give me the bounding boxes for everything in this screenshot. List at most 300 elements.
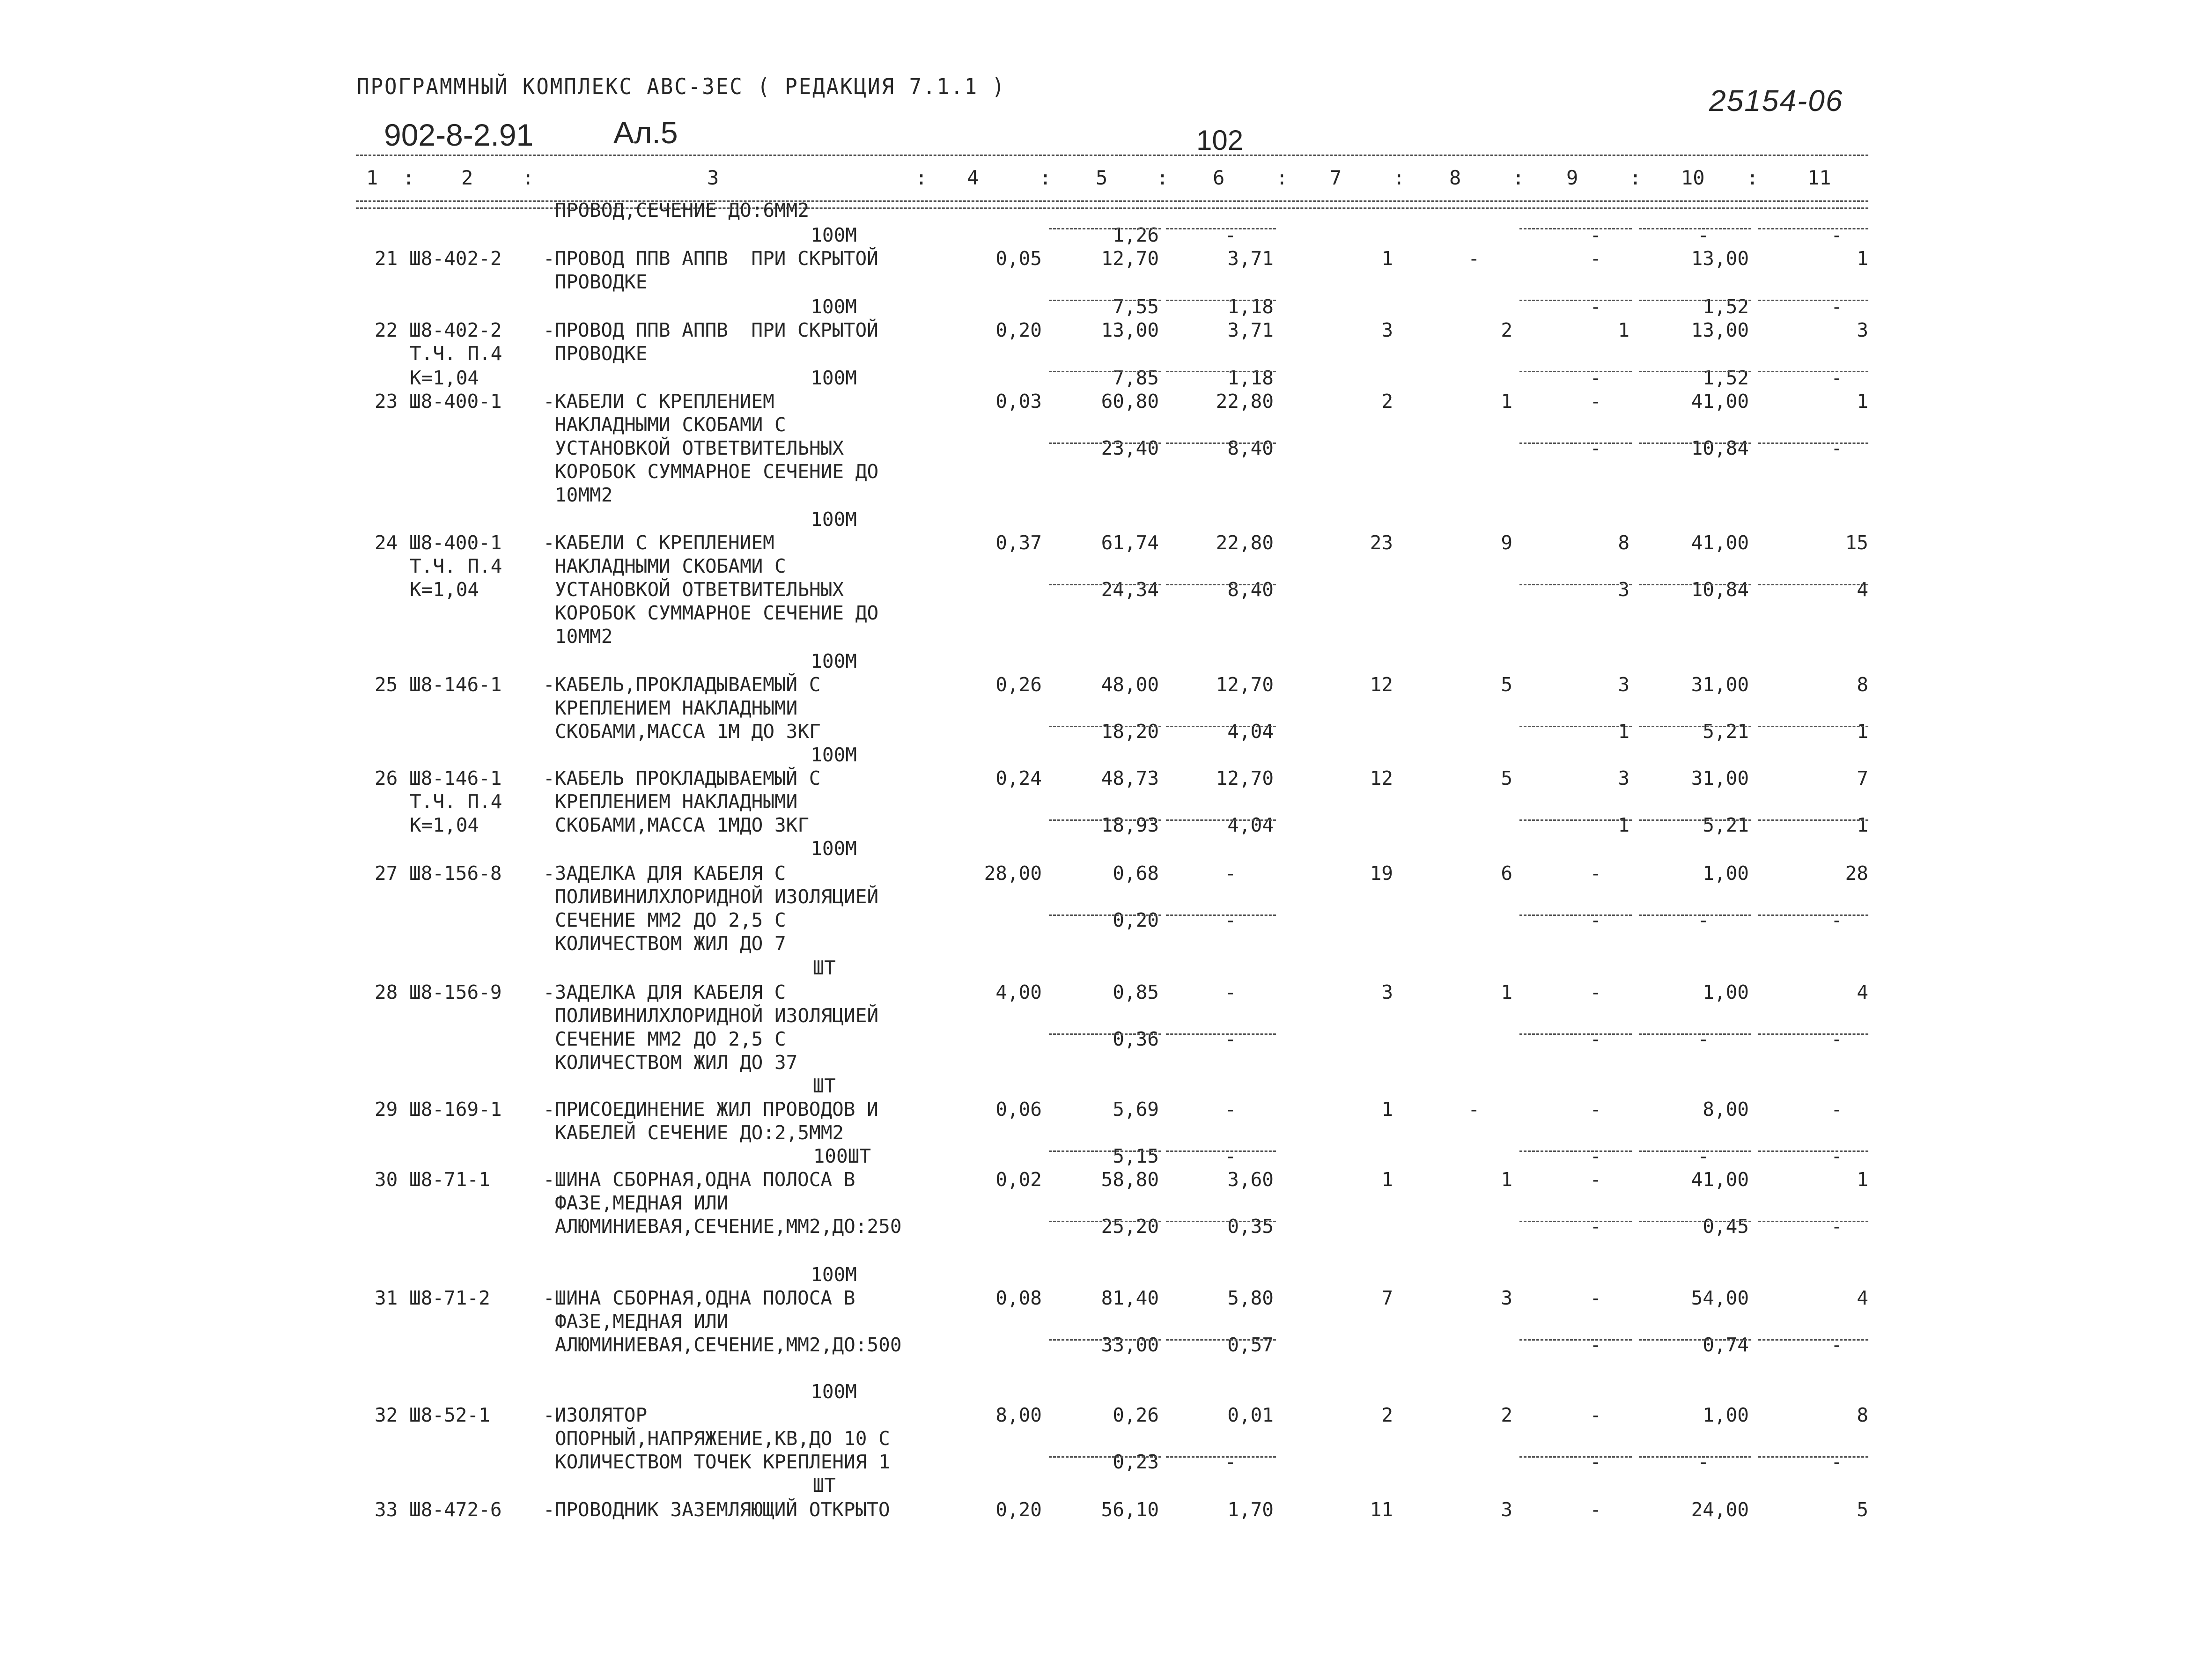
table-cell: - [1831,1451,1843,1473]
table-cell: - [1831,437,1843,459]
table-cell: - [1697,1451,1709,1473]
table-cell: - [1590,1334,1601,1356]
table-cell: 10,84 [1691,578,1749,601]
table-cell: - [1590,1028,1601,1050]
dashed-separator [1166,1033,1276,1035]
table-cell: 31,00 [1691,673,1749,696]
table-cell: 13,00 [1101,319,1159,341]
table-cell: 4,00 [995,981,1042,1003]
table-cell: 54,00 [1691,1287,1749,1309]
table-cell: 5,80 [1227,1287,1274,1309]
dashed-separator [1639,228,1751,229]
table-cell: 33 Ш8-472-6 [375,1498,502,1521]
table-cell: -ИЗОЛЯТОР [543,1404,648,1426]
table-cell: ПРОВОДКЕ [555,271,648,293]
table-cell: КОЛИЧЕСТВОМ ТОЧЕК КРЕПЛЕНИЯ 1 [555,1451,890,1473]
dashed-separator [1758,726,1868,727]
table-cell: 24 Ш8-400-1 [375,531,502,554]
column-header: 1 [366,166,378,189]
column-separator: : [522,166,534,189]
table-cell: 13,00 [1691,319,1749,341]
dashed-separator [1049,300,1161,301]
table-cell: 0,85 [1113,981,1159,1003]
table-cell: КОЛИЧЕСТВОМ ЖИЛ ДО 37 [555,1051,798,1074]
table-cell: 100М [811,224,857,246]
table-cell: 0,24 [995,767,1042,789]
table-cell: 0,35 [1227,1215,1274,1238]
table-cell: 1 [1381,1168,1393,1191]
table-cell: 100М [811,1380,857,1403]
table-cell: 25,20 [1101,1215,1159,1238]
table-cell: 41,00 [1691,390,1749,413]
dashed-separator [1166,371,1276,372]
table-cell: 12 [1370,673,1393,696]
table-cell: 41,00 [1691,531,1749,554]
table-cell: 0,20 [995,1498,1042,1521]
table-cell: 3 [1381,981,1393,1003]
table-cell: -ШИНА СБОРНАЯ,ОДНА ПОЛОСА В [543,1287,855,1309]
table-cell: 4 [1857,981,1868,1003]
table-cell: 32 Ш8-52-1 [375,1404,490,1426]
table-cell: 5,69 [1113,1098,1159,1121]
dashed-separator [1639,442,1751,444]
table-cell: -ЗАДЕЛКА ДЛЯ КАБЕЛЯ С [543,862,786,885]
dashed-separator [1639,300,1751,301]
dashed-separator [1758,584,1868,585]
dashed-separator [1049,1456,1161,1458]
table-cell: 0,36 [1113,1028,1159,1050]
table-cell: Т.Ч. П.4 [410,342,502,365]
table-cell: - [1831,1145,1843,1167]
table-cell: - [1224,909,1236,931]
header-rule-top [356,155,1868,156]
table-cell: - [1590,295,1601,318]
table-cell: 0,01 [1227,1404,1274,1426]
table-cell: 0,03 [995,390,1042,413]
table-cell: К=1,04 [410,578,479,601]
table-cell: 1 [1381,247,1393,270]
table-cell: 3,71 [1227,247,1274,270]
table-cell: КАБЕЛЕЙ СЕЧЕНИЕ ДО:2,5ММ2 [555,1121,844,1144]
table-cell: 5,21 [1703,814,1749,836]
table-cell: 1,18 [1227,295,1274,318]
table-cell: 11 [1370,1498,1393,1521]
table-cell: 61,74 [1101,531,1159,554]
table-cell: -ПРОВОД ППВ АППВ ПРИ СКРЫТОЙ [543,319,878,341]
dashed-separator [1639,1456,1751,1458]
table-cell: -ШИНА СБОРНАЯ,ОДНА ПОЛОСА В [543,1168,855,1191]
table-cell: 0,74 [1703,1334,1749,1356]
table-cell: 1 [1857,814,1868,836]
table-cell: 8,00 [995,1404,1042,1426]
table-cell: 2 [1381,390,1393,413]
table-cell: 1,52 [1703,295,1749,318]
dashed-separator [1519,1456,1632,1458]
dashed-separator [1758,228,1868,229]
table-cell: 24,00 [1691,1498,1749,1521]
table-cell: - [1590,862,1601,885]
table-cell: 8 [1618,531,1630,554]
table-cell: 0,20 [995,319,1042,341]
table-cell: 8,40 [1227,578,1274,601]
column-header: 6 [1213,166,1225,189]
table-cell: КОРОБОК СУММАРНОЕ СЕЧЕНИЕ ДО [555,602,879,624]
table-cell: - [1590,367,1601,389]
dashed-separator [1166,914,1276,916]
table-cell: - [1831,909,1843,931]
table-cell: КРЕПЛЕНИЕМ НАКЛАДНЫМИ [555,790,798,813]
column-header: 2 [461,166,473,189]
table-cell: 7,85 [1113,367,1159,389]
table-cell: 23 Ш8-400-1 [375,390,502,413]
table-cell: - [1831,295,1843,318]
column-header: 9 [1566,166,1578,189]
table-cell: -ПРОВОД ППВ АППВ ПРИ СКРЫТОЙ [543,247,878,270]
dashed-separator [1758,371,1868,372]
table-cell: 28 Ш8-156-9 [375,981,502,1003]
table-cell: 8 [1857,1404,1868,1426]
table-cell: 1 [1501,981,1512,1003]
table-cell: 33,00 [1101,1334,1159,1356]
table-cell: ПРОВОДКЕ [555,342,648,365]
table-cell: 31 Ш8-71-2 [375,1287,490,1309]
dashed-separator [1166,300,1276,301]
table-cell: 0,06 [995,1098,1042,1121]
table-cell: АЛЮМИНИЕВАЯ,СЕЧЕНИЕ,ММ2,ДО:500 [555,1334,902,1356]
table-cell: ПОЛИВИНИЛХЛОРИДНОЙ ИЗОЛЯЦИЕЙ [555,1004,879,1027]
column-separator: : [915,166,928,189]
dashed-separator [1758,1150,1868,1152]
table-cell: 1,00 [1703,981,1749,1003]
table-cell: 5 [1501,673,1512,696]
table-cell: - [1590,909,1601,931]
table-cell: 100М [811,650,857,672]
table-cell: 0,02 [995,1168,1042,1191]
table-cell: 12,70 [1216,673,1274,696]
table-cell: 18,93 [1101,814,1159,836]
table-cell: 26 Ш8-146-1 [375,767,502,789]
table-cell: -ПРИСОЕДИНЕНИЕ ЖИЛ ПРОВОДОВ И [543,1098,878,1121]
table-cell: 28 [1845,862,1868,885]
table-cell: -ЗАДЕЛКА ДЛЯ КАБЕЛЯ С [543,981,786,1003]
table-cell: 1 [1618,319,1630,341]
table-cell: - [1590,1287,1601,1309]
dashed-separator [1166,228,1276,229]
table-cell: К=1,04 [410,814,479,836]
table-cell: СЕЧЕНИЕ ММ2 ДО 2,5 С [555,909,786,931]
table-cell: ШТ [812,957,836,979]
table-cell: 3,71 [1227,319,1274,341]
table-cell: Т.Ч. П.4 [410,555,502,577]
table-cell: 24,34 [1101,578,1159,601]
table-cell: 9 [1501,531,1512,554]
table-cell: - [1590,390,1601,413]
dashed-separator [1758,442,1868,444]
table-cell: - [1697,1145,1709,1167]
dashed-separator [1519,300,1632,301]
table-cell: - [1590,1451,1601,1473]
table-cell: - [1590,1145,1601,1167]
table-cell: 56,10 [1101,1498,1159,1521]
table-cell: 22,80 [1216,531,1274,554]
dashed-separator [1639,1339,1751,1341]
table-cell: 3 [1857,319,1868,341]
table-cell: 48,00 [1101,673,1159,696]
table-cell: 0,20 [1113,909,1159,931]
dashed-separator [1639,1033,1751,1035]
table-cell: 0,23 [1113,1451,1159,1473]
table-cell: 8 [1857,673,1868,696]
dashed-separator [1639,584,1751,585]
table-cell: НАКЛАДНЫМИ СКОБАМИ С [555,555,786,577]
column-header: 11 [1807,166,1831,189]
table-cell: ПРОВОД,СЕЧЕНИЕ ДО:6ММ2 [555,199,810,221]
dashed-separator [1639,819,1751,821]
dashed-separator [1639,1221,1751,1222]
table-cell: 5,15 [1113,1145,1159,1167]
table-cell: 3,60 [1227,1168,1274,1191]
table-cell: Т.Ч. П.4 [410,790,502,813]
table-cell: 1,26 [1113,224,1159,246]
table-cell: 4 [1857,1287,1868,1309]
column-header: 7 [1330,166,1342,189]
table-cell: -КАБЕЛЬ,ПРОКЛАДЫВАЕМЫЙ С [543,673,821,696]
table-cell: - [1224,1098,1236,1121]
dashed-separator [1519,1221,1632,1222]
table-cell: 7 [1857,767,1868,789]
table-cell: ШТ [812,1474,836,1497]
table-cell: 4,04 [1227,814,1274,836]
table-cell: -КАБЕЛИ С КРЕПЛЕНИЕМ [543,531,774,554]
sheet-label: Ал.5 [613,115,678,150]
dashed-separator [1049,726,1161,727]
table-cell: 1,52 [1703,367,1749,389]
table-cell: 29 Ш8-169-1 [375,1098,502,1121]
table-cell: 19 [1370,862,1393,885]
page-number: 102 [1196,125,1244,156]
dashed-separator [1166,584,1276,585]
dashed-separator [1639,371,1751,372]
dashed-separator [1519,1033,1632,1035]
table-cell: - [1224,1028,1236,1050]
table-cell: 100М [811,744,857,766]
table-cell: - [1224,862,1236,885]
table-cell: 12,70 [1216,767,1274,789]
dashed-separator [1758,1339,1868,1341]
table-cell: 7 [1381,1287,1393,1309]
table-cell: 60,80 [1101,390,1159,413]
dashed-separator [1166,819,1276,821]
table-cell: 1 [1618,720,1630,743]
table-cell: 1 [1857,720,1868,743]
table-cell: - [1831,367,1843,389]
column-separator: : [1157,166,1169,189]
table-cell: - [1590,1498,1601,1521]
table-cell: - [1590,247,1601,270]
table-cell: 1 [1857,1168,1868,1191]
dashed-separator [1049,914,1161,916]
table-cell: 100М [811,295,857,318]
dashed-separator [1519,726,1632,727]
table-cell: 3 [1501,1287,1512,1309]
table-cell: ФАЗЕ,МЕДНАЯ ИЛИ [555,1192,729,1214]
table-cell: КОРОБОК СУММАРНОЕ СЕЧЕНИЕ ДО [555,460,879,483]
column-header: 10 [1681,166,1705,189]
dashed-separator [1519,442,1632,444]
dashed-separator [1166,1456,1276,1458]
table-cell: - [1590,1168,1601,1191]
table-cell: 4,04 [1227,720,1274,743]
table-cell: 100М [811,367,857,389]
table-cell: 5,21 [1703,720,1749,743]
table-cell: 1 [1857,247,1868,270]
dashed-separator [1639,726,1751,727]
table-cell: 10ММ2 [555,625,613,648]
table-cell: 0,68 [1113,862,1159,885]
column-separator: : [1276,166,1288,189]
table-cell: 12,70 [1101,247,1159,270]
table-cell: 3 [1381,319,1393,341]
dashed-separator [1519,228,1632,229]
table-cell: 27 Ш8-156-8 [375,862,502,885]
table-cell: 22,80 [1216,390,1274,413]
table-cell: - [1590,1404,1601,1426]
dashed-separator [1049,228,1161,229]
dashed-separator [1639,1150,1751,1152]
table-cell: 41,00 [1691,1168,1749,1191]
dashed-separator [1166,1150,1276,1152]
table-cell: - [1590,1215,1601,1238]
table-cell: - [1224,224,1236,246]
table-cell: 0,26 [1113,1404,1159,1426]
table-cell: 100М [811,837,857,860]
dashed-separator [1758,300,1868,301]
table-cell: - [1590,981,1601,1003]
table-cell: 1 [1381,1098,1393,1121]
dashed-separator [1758,819,1868,821]
table-cell: 6 [1501,862,1512,885]
table-cell: - [1468,247,1480,270]
table-cell: - [1468,1098,1480,1121]
dashed-separator [1519,819,1632,821]
dashed-separator [1758,1033,1868,1035]
column-separator: : [1630,166,1642,189]
table-cell: КОЛИЧЕСТВОМ ЖИЛ ДО 7 [555,932,786,955]
table-cell: 5 [1501,767,1512,789]
table-cell: - [1831,1028,1843,1050]
table-cell: - [1224,1451,1236,1473]
table-cell: 81,40 [1101,1287,1159,1309]
table-cell: 1,00 [1703,1404,1749,1426]
table-cell: 58,80 [1101,1168,1159,1191]
table-cell: 1 [1501,1168,1512,1191]
dashed-separator [1049,371,1161,372]
table-cell: - [1831,1215,1843,1238]
table-cell: 28,00 [984,862,1042,885]
dashed-separator [1758,1221,1868,1222]
table-cell: СЕЧЕНИЕ ММ2 ДО 2,5 С [555,1028,786,1050]
table-cell: 3 [1618,578,1630,601]
table-cell: - [1697,224,1709,246]
column-separator: : [1393,166,1405,189]
table-cell: 8,40 [1227,437,1274,459]
table-cell: 22 Ш8-402-2 [375,319,502,341]
dashed-separator [1166,1221,1276,1222]
dashed-separator [1519,371,1632,372]
table-cell: 23 [1370,531,1393,554]
table-cell: 1,18 [1227,367,1274,389]
column-header: 3 [707,166,719,189]
table-cell: 0,37 [995,531,1042,554]
table-cell: 10,84 [1691,437,1749,459]
table-cell: - [1224,981,1236,1003]
table-cell: ФАЗЕ,МЕДНАЯ ИЛИ [555,1310,729,1333]
column-separator: : [1040,166,1052,189]
table-cell: - [1697,1028,1709,1050]
table-cell: 21 Ш8-402-2 [375,247,502,270]
dashed-separator [1049,442,1161,444]
table-cell: ОПОРНЫЙ,НАПРЯЖЕНИЕ,КВ,ДО 10 С [555,1427,890,1450]
table-cell: 23,40 [1101,437,1159,459]
table-cell: 13,00 [1691,247,1749,270]
table-cell: 0,26 [995,673,1042,696]
table-cell: 0,45 [1703,1215,1749,1238]
table-cell: - [1590,437,1601,459]
table-cell: 3 [1618,673,1630,696]
column-header: 5 [1096,166,1108,189]
dashed-separator [1166,442,1276,444]
table-cell: ПОЛИВИНИЛХЛОРИДНОЙ ИЗОЛЯЦИЕЙ [555,885,879,908]
table-cell: К=1,04 [410,367,479,389]
table-cell: 3 [1501,1498,1512,1521]
table-cell: 1,70 [1227,1498,1274,1521]
drawing-number: 902-8-2.91 [384,118,534,152]
dashed-separator [1049,1221,1161,1222]
table-cell: 100ШТ [813,1145,871,1167]
column-header: 8 [1449,166,1461,189]
table-cell: -КАБЕЛЬ ПРОКЛАДЫВАЕМЫЙ С [543,767,821,789]
table-cell: 10ММ2 [555,484,613,506]
table-cell: 3 [1618,767,1630,789]
dashed-separator [1049,1150,1161,1152]
dashed-separator [1049,819,1161,821]
table-cell: 1 [1857,390,1868,413]
column-header: 4 [967,166,979,189]
column-separator: : [1512,166,1525,189]
dashed-separator [1758,914,1868,916]
dashed-separator [1166,1339,1276,1341]
table-cell: УСТАНОВКОЙ ОТВЕТВИТЕЛЬНЫХ [555,437,844,459]
program-title: ПРОГРАММНЫЙ КОМПЛЕКС АВС-ЗЕС ( РЕДАКЦИЯ 7.1.1 ) [357,74,1006,100]
table-cell: УСТАНОВКОЙ ОТВЕТВИТЕЛЬНЫХ [555,578,844,601]
table-cell: 2 [1501,1404,1512,1426]
table-cell: 1 [1501,390,1512,413]
table-cell: 25 Ш8-146-1 [375,673,502,696]
table-cell: - [1831,1334,1843,1356]
column-separator: : [1747,166,1759,189]
table-cell: 2 [1501,319,1512,341]
dashed-separator [1758,1456,1868,1458]
table-cell: - [1224,1145,1236,1167]
table-cell: 2 [1381,1404,1393,1426]
table-cell: - [1697,909,1709,931]
dashed-separator [1519,584,1632,585]
table-cell: 100М [811,1263,857,1286]
table-cell: АЛЮМИНИЕВАЯ,СЕЧЕНИЕ,ММ2,ДО:250 [555,1215,902,1238]
table-cell: НАКЛАДНЫМИ СКОБАМИ С [555,413,786,436]
table-cell: 30 Ш8-71-1 [375,1168,490,1191]
table-cell: 5 [1857,1498,1868,1521]
